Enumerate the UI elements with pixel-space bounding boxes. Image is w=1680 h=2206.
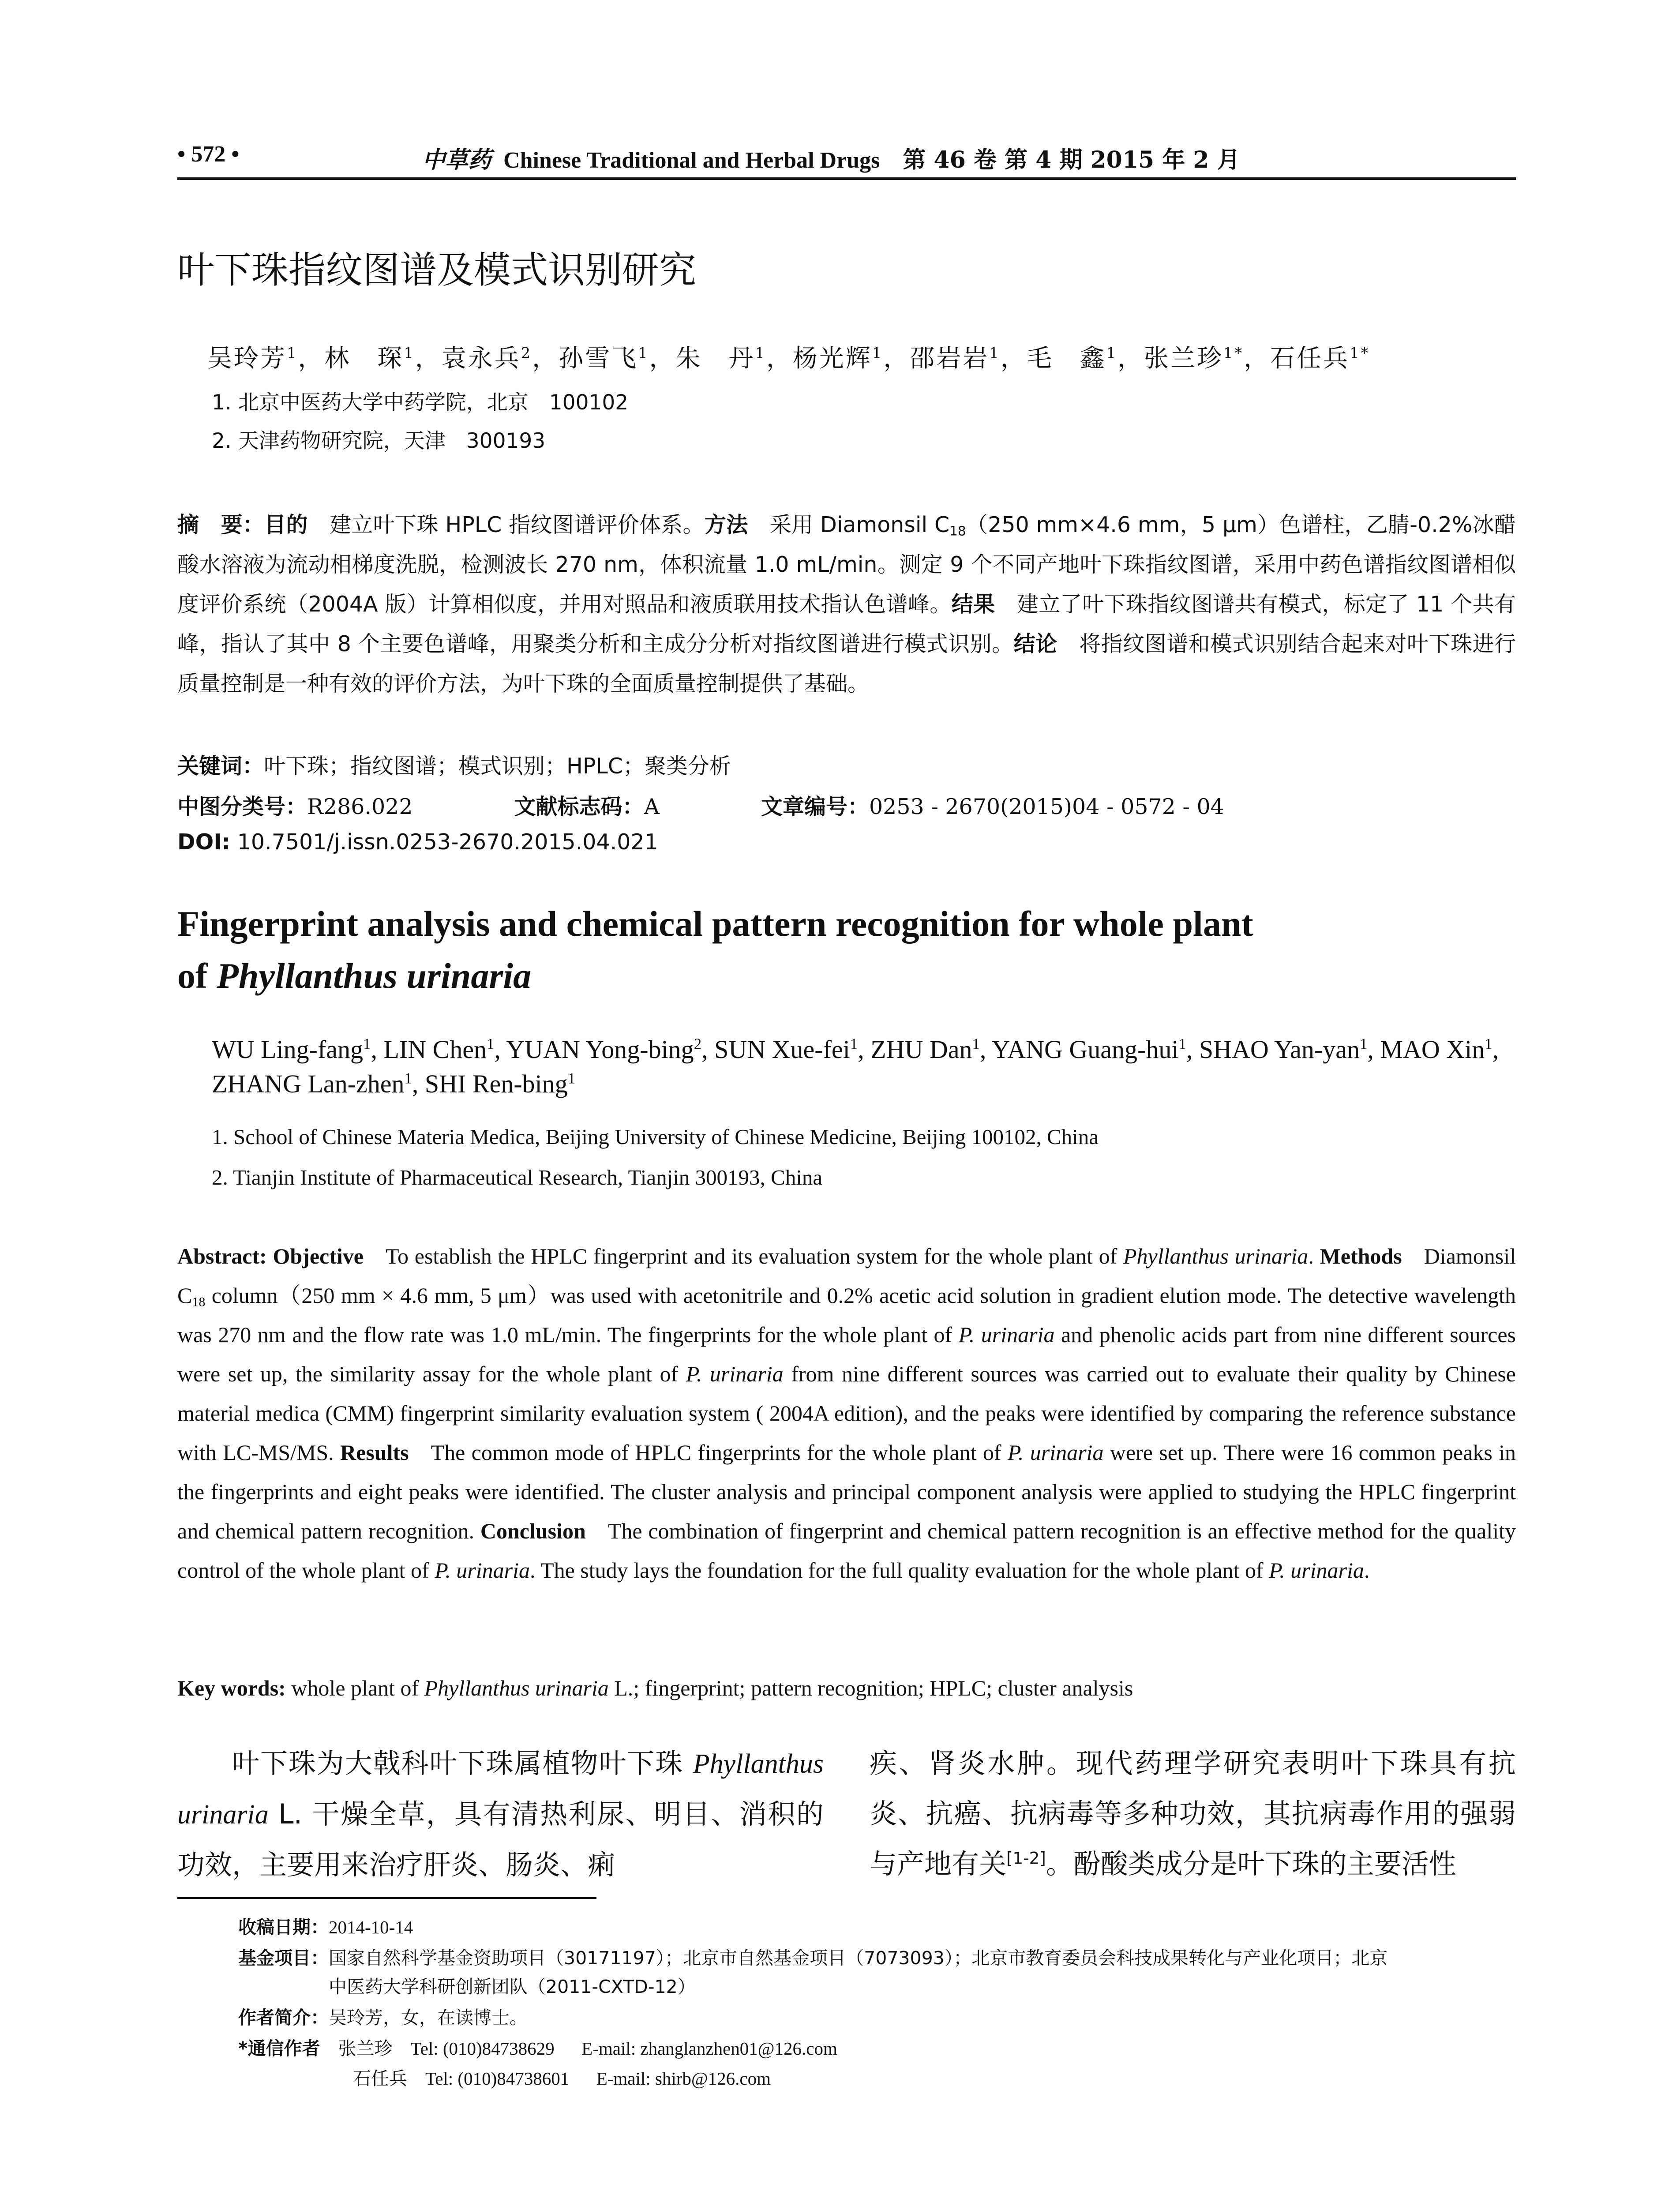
author-en-affil-mark: 2 bbox=[694, 1035, 702, 1053]
author-cn-affil-mark: 1 bbox=[638, 344, 649, 362]
keywords-label: 关键词： bbox=[177, 754, 264, 779]
objective-en-label: Objective bbox=[273, 1244, 364, 1268]
conclusion-label: 结论 bbox=[1013, 631, 1058, 657]
author-cn-name: 毛 鑫 bbox=[1027, 344, 1106, 373]
objective-en-b: . bbox=[1308, 1244, 1314, 1268]
body-column-left bbox=[177, 1738, 824, 1890]
results-text: 建立了叶下珠指纹图谱共有模式，标定了 11 个共有峰，指认了其中 8 个主要色谱峰，用聚类分析和主成分分析对指纹图谱进行模式识别。 bbox=[177, 592, 1516, 657]
clc-label: 中图分类号： bbox=[177, 794, 308, 819]
author-en-affil-mark: 1 bbox=[1178, 1035, 1186, 1053]
author-list-cn: 吴玲芳$^1$，林 琛$^1$，袁永兵$^2$，孙雪飞$^1$，朱 丹$^1$，杨光辉$^1$，邵岩岩$^1$，毛 鑫$^1$，张兰珍$^{1*}$，石任兵$^{1*}$ bbox=[207, 344, 1370, 373]
methods-en-a: Diamonsil C bbox=[177, 1244, 1516, 1308]
footnote-fund bbox=[238, 1943, 1388, 1970]
affiliation-cn-2: 2. 天津药物研究院，天津 300193 bbox=[212, 429, 546, 453]
author-cn-name: 邵岩岩 bbox=[910, 344, 990, 373]
author-cn-name: 张兰珍 bbox=[1144, 344, 1223, 373]
author-en-name: LIN Chen bbox=[383, 1035, 487, 1064]
body-left-b: L. 干燥全草，具有清热利尿、明目、消积的功效，主要用来治疗肝炎、肠炎、痢 bbox=[177, 1798, 824, 1881]
author-en-affil-mark: 1 bbox=[404, 1069, 412, 1087]
page-title-en bbox=[177, 898, 1516, 1002]
keywords-en-label: Key words: bbox=[177, 1676, 286, 1700]
results-en-b: were set up. There were 16 common peaks in the fingerprints and eight peaks were identified. The cluster analysis and principal component analysis were applied to studying the HPLC fingerprint and chemical pattern recognition. bbox=[177, 1440, 1516, 1543]
results-en-label: Results bbox=[340, 1440, 409, 1465]
running-header bbox=[177, 141, 1516, 172]
conclusion-en-species-1: P. urinaria bbox=[435, 1558, 530, 1583]
corr1-email[interactable]: E-mail: zhanglanzhen01@126.com bbox=[581, 2038, 837, 2059]
fund-line-1: 国家自然科学基金资助项目（30171197）；北京市自然基金项目（7073093）；北京市教育委员会科技成果转化与产业化项目；北京 bbox=[329, 1947, 1388, 1969]
author-cn-affil-mark: 1 bbox=[989, 344, 1001, 362]
issue-info: 第 46 卷 第 4 期 2015 年 2 月 bbox=[903, 146, 1240, 173]
author-cn-name: 杨光辉 bbox=[792, 344, 872, 373]
article-value: 0253 - 2670(2015)04 - 0572 - 04 bbox=[869, 794, 1224, 819]
author-en-name: SHAO Yan-yan bbox=[1199, 1035, 1360, 1064]
author-en-affil-mark: 1 bbox=[1360, 1035, 1368, 1053]
clc-value: R286.022 bbox=[307, 794, 413, 819]
author-cn-name: 林 琛 bbox=[324, 344, 404, 373]
objective-text: 建立叶下珠 HPLC 指纹图谱评价体系。 bbox=[329, 512, 705, 537]
affiliation-cn-1: 1. 北京中医药大学中药学院，北京 100102 bbox=[212, 390, 629, 415]
title-en-of: of bbox=[177, 956, 217, 996]
author-cn-affil-mark: 1 bbox=[755, 344, 766, 362]
conclusion-en-a: The combination of fingerprint and chemical pattern recognition is an effective method for the quality control of the whole plant of bbox=[177, 1519, 1516, 1583]
corr-label: *通信作者 bbox=[238, 2038, 320, 2059]
doi-value[interactable]: 10.7501/j.issn.0253-2670.2015.04.021 bbox=[237, 829, 658, 855]
author-cn-affil-mark: 1 bbox=[872, 344, 884, 362]
body-left-latin: Phyllanthus urinaria bbox=[177, 1749, 824, 1830]
corr1-name: 张兰珍 bbox=[338, 2038, 393, 2059]
author-en-affil-mark: 1 bbox=[363, 1035, 371, 1053]
corr1-tel: Tel: (010)84738629 bbox=[410, 2038, 555, 2059]
received-value: 2014-10-14 bbox=[329, 1917, 413, 1937]
doi-label: DOI: bbox=[177, 829, 231, 855]
abstract-en bbox=[177, 1237, 1516, 1590]
classification-line bbox=[177, 790, 1224, 821]
methods-en-b: column（250 mm × 4.6 mm, 5 μm）was used with acetonitrile and 0.2% acetic acid solution in gradient elution mode. The detective wavelength was 270 nm and the flow rate was 1.0 mL/min. The fingerprints for the whole plant of bbox=[177, 1283, 1516, 1347]
corr2-email[interactable]: E-mail: shirb@126.com bbox=[596, 2068, 771, 2089]
keywords-en-a: whole plant of bbox=[291, 1676, 424, 1700]
affiliation-en-1: 1. School of Chinese Materia Medica, Beijing University of Chinese Medicine, Beijing 100102, China bbox=[212, 1125, 1099, 1149]
methods-label: 方法 bbox=[704, 512, 748, 537]
methods-en-label: Methods bbox=[1320, 1244, 1402, 1268]
methods-en-species-2: P. urinaria bbox=[686, 1362, 784, 1386]
keywords-en bbox=[177, 1675, 1133, 1701]
abstract-en-label: Abstract: bbox=[177, 1244, 267, 1268]
body-column-right bbox=[870, 1738, 1516, 1889]
author-cn-name: 朱 丹 bbox=[675, 344, 755, 373]
methods-en-c: and phenolic acids part from nine different sources were set up, the similarity assay for the whole plant of bbox=[177, 1322, 1516, 1386]
citation-ref[interactable]: [1-2] bbox=[1006, 1848, 1046, 1868]
author-cn-affil-mark: 1* bbox=[1223, 344, 1244, 362]
methods-sub: 18 bbox=[949, 523, 966, 539]
author-cn-affil-mark: 1 bbox=[287, 344, 298, 362]
footnote-fund-cont: 中医药大学科研创新团队（2011-CXTD-12） bbox=[329, 1976, 696, 1997]
author-en-name: WU Ling-fang bbox=[212, 1035, 364, 1064]
author-en-affil-mark: 1 bbox=[567, 1069, 576, 1087]
doi-line bbox=[177, 829, 658, 855]
methods-en-sub: 18 bbox=[192, 1294, 206, 1309]
objective-en-a: To establish the HPLC fingerprint and its evaluation system for the whole plant of bbox=[385, 1244, 1123, 1268]
footnote-received bbox=[238, 1913, 413, 1939]
author-cn-affil-mark: 2 bbox=[521, 344, 532, 362]
results-label: 结果 bbox=[951, 592, 995, 617]
page-number: • 572 • bbox=[177, 142, 240, 167]
conclusion-text: 将指纹图谱和模式识别结合起来对叶下珠进行质量控制是一种有效的评价方法，为叶下珠的全面质量控制提供了基础。 bbox=[177, 631, 1516, 696]
keywords-text: 叶下珠；指纹图谱；模式识别；HPLC；聚类分析 bbox=[264, 754, 731, 779]
fund-label: 基金项目： bbox=[238, 1947, 329, 1969]
author-en-name: YANG Guang-hui bbox=[991, 1035, 1179, 1064]
keywords-en-species: Phyllanthus urinaria bbox=[424, 1676, 609, 1700]
article-label: 文章编号： bbox=[761, 794, 869, 819]
author-en-name: ZHU Dan bbox=[870, 1035, 972, 1064]
page-title-cn: 叶下珠指纹图谱及模式识别研究 bbox=[177, 248, 697, 292]
footnote-corr-2 bbox=[353, 2064, 771, 2090]
corr2-name: 石任兵 bbox=[353, 2068, 407, 2089]
author-value: 吴玲芳，女，在读博士。 bbox=[329, 2007, 528, 2028]
author-en-name: SHI Ren-bing bbox=[424, 1069, 568, 1098]
corr2-tel: Tel: (010)84738601 bbox=[425, 2068, 570, 2089]
journal-name: Chinese Traditional and Herbal Drugs bbox=[503, 148, 880, 173]
objective-en-species: Phyllanthus urinaria bbox=[1123, 1244, 1309, 1268]
conclusion-en-label: Conclusion bbox=[480, 1519, 586, 1543]
conclusion-en-c: . bbox=[1364, 1558, 1370, 1583]
author-label: 作者简介： bbox=[238, 2007, 329, 2028]
author-cn-name: 孙雪飞 bbox=[559, 344, 638, 373]
affiliation-en-2: 2. Tianjin Institute of Pharmaceutical Research, Tianjin 300193, China bbox=[212, 1165, 823, 1189]
conclusion-en-b: . The study lays the foundation for the full quality evaluation for the whole plant of bbox=[529, 1558, 1269, 1583]
doccode-value: A bbox=[644, 794, 660, 819]
objective-label: 目的 bbox=[264, 512, 308, 537]
abstract-label: 摘 要： bbox=[177, 512, 265, 537]
results-en-a: The common mode of HPLC fingerprints for the whole plant of bbox=[431, 1440, 1008, 1465]
footnote-rule bbox=[177, 1897, 596, 1899]
keywords-cn bbox=[177, 749, 731, 780]
author-en-name: SUN Xue-fei bbox=[714, 1035, 850, 1064]
title-en-line1: Fingerprint analysis and chemical pattern recognition for whole plant bbox=[177, 904, 1253, 944]
author-cn-affil-mark: 1* bbox=[1350, 344, 1370, 362]
author-en-affil-mark: 1 bbox=[850, 1035, 858, 1053]
author-en-affil-mark: 1 bbox=[487, 1035, 495, 1053]
journal-logo: 中草药 bbox=[422, 146, 491, 173]
title-en-species: Phyllanthus urinaria bbox=[216, 956, 532, 996]
methods-en-species-1: P. urinaria bbox=[958, 1322, 1055, 1347]
author-en-name: ZHANG Lan-zhen bbox=[212, 1069, 405, 1098]
journal-info bbox=[422, 141, 1240, 174]
footnote-author bbox=[238, 2003, 528, 2029]
received-label: 收稿日期： bbox=[238, 1917, 329, 1938]
keywords-en-b: L.; fingerprint; pattern recognition; HPLC; cluster analysis bbox=[608, 1676, 1133, 1700]
author-cn-affil-mark: 1 bbox=[404, 344, 415, 362]
body-right-a: 疾、肾炎水肿。现代药理学研究表明叶下珠具有抗炎、抗癌、抗病毒等多种功效，其抗病毒作用的强弱与产地有关 bbox=[870, 1747, 1516, 1880]
methods-en-d: from nine different sources was carried out to evaluate their quality by Chinese material medica (CMM) fingerprint similarity evaluation system ( 2004A edition), and the peaks were identified by comparing the reference substance with LC-MS/MS. bbox=[177, 1362, 1516, 1465]
author-cn-name: 石任兵 bbox=[1270, 344, 1350, 373]
header-rule bbox=[177, 177, 1516, 180]
author-en-name: YUAN Yong-bing bbox=[506, 1035, 694, 1064]
author-en-name: MAO Xin bbox=[1380, 1035, 1485, 1064]
author-en-affil-mark: 1 bbox=[972, 1035, 980, 1053]
footnote-corr-1 bbox=[238, 2034, 837, 2060]
methods-text-a: 采用 Diamonsil C bbox=[769, 512, 950, 537]
author-list-en: WU Ling-fang$^1$, LIN Chen$^1$, YUAN Yong-bing$^2$, SUN Xue-fei$^1$, ZHU Dan$^1$, YANG Guang-hui$^1$, SHAO Yan-yan$^1$, MAO Xin$^1$, ZHANG Lan-zhen$^1$, SHI Ren-bing$^1$ bbox=[212, 1035, 1499, 1098]
author-cn-affil-mark: 1 bbox=[1106, 344, 1118, 362]
body-left-a: 叶下珠为大戟科叶下珠属植物叶下珠 bbox=[232, 1747, 693, 1779]
methods-text-b: （250 mm×4.6 mm，5 μm）色谱柱，乙腈-0.2%冰醋酸水溶液为流动相梯度洗脱，检测波长 270 nm，体积流量 1.0 mL/min。测定 9 个不同产地叶下珠指纹图谱，采用中药色谱指纹图谱相似度评价系统（2004A 版）计算相似度，并用对照品和液质联用技术指认色谱峰。 bbox=[177, 512, 1516, 617]
results-en-species: P. urinaria bbox=[1007, 1440, 1104, 1465]
author-cn-name: 袁永兵 bbox=[441, 344, 521, 373]
abstract-cn bbox=[177, 505, 1516, 704]
doccode-label: 文献标志码： bbox=[514, 794, 644, 819]
conclusion-en-species-2: P. urinaria bbox=[1269, 1558, 1364, 1583]
body-right-b: 。酚酸类成分是叶下珠的主要活性 bbox=[1046, 1848, 1456, 1880]
author-cn-name: 吴玲芳 bbox=[207, 344, 287, 373]
author-en-affil-mark: 1 bbox=[1485, 1035, 1492, 1053]
